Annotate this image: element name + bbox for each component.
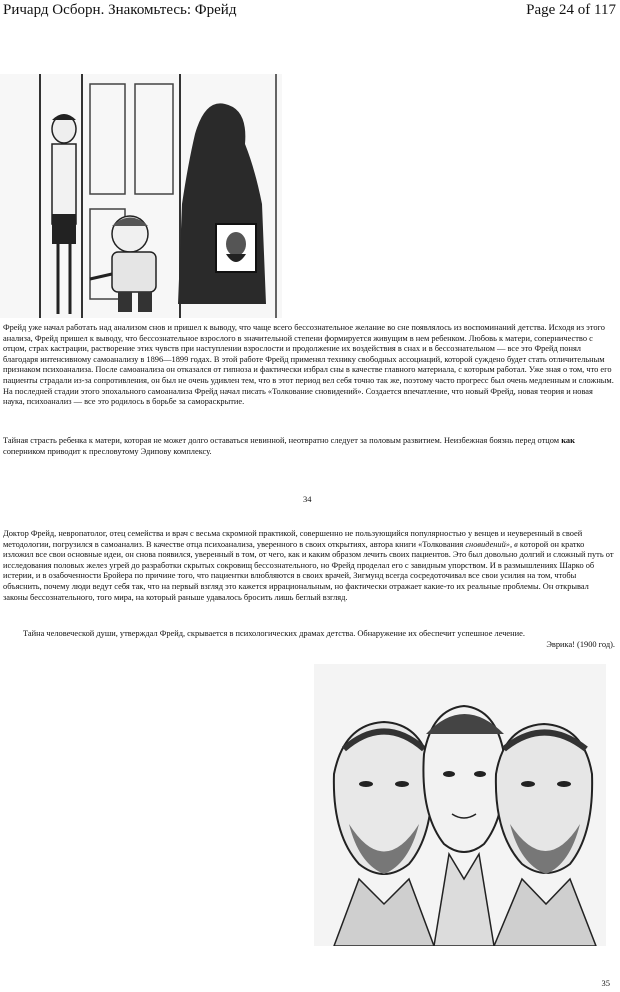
door-scene-illustration: [0, 74, 282, 318]
paragraph-self-analysis: [3, 529, 615, 603]
paragraph-oedipus-start: Тайная страсть ребенка к матери, которая не может долго оставаться невинной, неотвратно следует за половым развитием. Неизбежная боязнь перед отцом: [3, 436, 562, 445]
paragraph-dream-analysis: Фрейд уже начал работать над анализом снов и пришел к выводу, что чаще всего бессознательное желание во сне появлялось из воспоминаний детства. Исходя из этого анализа, Фрейд пришел к выводу, что бессознательное взрослого в значительной степени формируется живущим в нем ребенком. Любовь к матери, соперничество с отцом, страх кастрации, растворение этих чувств при наступлении взрослости и продолжение их воздействия в снах и в бессознательном — все это Фрейд понял благодаря интенсивному самоанализу в 1896—1899 годах. В этой работе Фрейд применял технику свободных ассоциаций, которой суждено будет стать отличительным признаком психоанализа. После самоанализа он отказался от гипноза и фактически избрал сны в качестве главного материала, с которым работал. Уже зная о том, что его пациенты страдали из-за сопротивления, он был не очень удивлен тем, что в этот период вел себя точно так же, поэтому часто прогресс был очень медленным и сложным. На последней стадии этого эпохального самоанализа Фрейд начал писать «Толкование сновидений». Создается впечатление, что новый Фрейд, новая теория и новая наука, психоанализ — все это родилось в борьбе за самораскрытие.: [3, 323, 614, 407]
document-title: Ричард Осборн. Знакомьтесь: Фрейд: [3, 2, 237, 18]
eureka-quote: [3, 629, 615, 650]
page-indicator: Page 24 of 117: [526, 2, 616, 18]
eureka-quote-line: Тайна человеческой души, утверждал Фрейд, скрывается в психологических драмах детства. Обнаружение их обеспечит успешное лечение.: [23, 629, 525, 638]
eureka-quote-date: Эврика! (1900 год).: [546, 639, 615, 649]
three-faces-illustration: [314, 664, 606, 946]
page-number-middle: 34: [303, 494, 312, 504]
paragraph-oedipus-end: соперником приводит к пресловутому Эдипову комплексу.: [3, 446, 212, 456]
paragraph-oedipus-bold: как: [561, 436, 575, 445]
paragraph-self-analysis-end: которой он кратко изложил все свои основные идеи, он снова появился, уверенный в том, от чего, как и каким образом лечить своих пациентов. Это был довольно долгий и сложный путь от исследования половых желез угрей до разработки скрытых сокровищ бессознательного, но Фрейд проделал его с завидным упорством. И в размышлениях Шарко об истерии, и в озабоченности Бройера по причине того, что пациентки влюбляются в своих врачей, Зигмунд всегда сосредоточивал все свои усилия на том, чтобы объяснить, почему люди ведут себя так, что на первый взгляд это кажется иррациональным, но фактически отражает какие-то их реальные проблемы. Он открывал законы бессознательного, того мира, на который раньше удавалось бросить лишь беглый взгляд.: [3, 539, 614, 602]
paragraph-self-analysis-start: Доктор Фрейд, невропатолог, отец семейства и врач с весьма скромной практикой, совершенно не пользующийся популярностью у венцев и неуверенный в своей методологии, погрузился в самоанализ. В качестве отца психоанализа, уверенного в своих открытиях, автора книги «Толкования: [3, 529, 583, 549]
paragraph-self-analysis-italic: сновидений», в: [465, 539, 518, 549]
page-number-bottom: 35: [601, 978, 610, 988]
paragraph-oedipus: [3, 436, 615, 457]
